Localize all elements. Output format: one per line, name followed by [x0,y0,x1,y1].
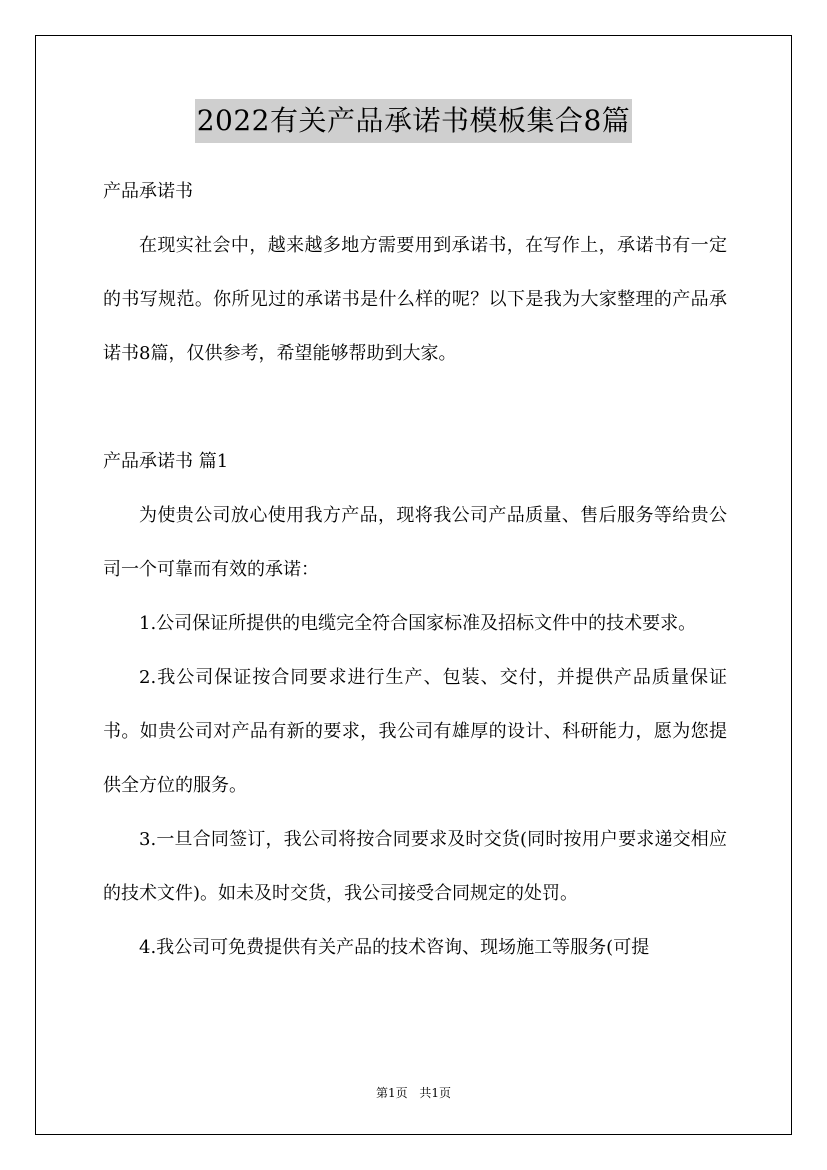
intro-paragraph: 在现实社会中，越来越多地方需要用到承诺书，在写作上，承诺书有一定的书写规范。你所见过的承诺书是什么样的呢？以下是我为大家整理的产品承诺书8篇，仅供参考，希望能够帮助到大家。 [103,235,727,364]
spacer [103,381,727,435]
page-number: 第1页 [375,1086,408,1100]
title-container [0,99,827,143]
commitment-item-3: 3.一旦合同签订，我公司将按合同要求及时交货(同时按用户要求递交相应的技术文件)。如未及时交货，我公司接受合同规定的处罚。 [103,829,727,904]
commitment-item-1: 1.公司保证所提供的电缆完全符合国家标准及招标文件中的技术要求。 [139,613,697,634]
page-total: 共1页 [419,1086,452,1100]
document-title: 2022有关产品承诺书模板集合8篇 [195,99,633,143]
section-heading: 产品承诺书 [103,181,193,202]
document-body [103,165,727,975]
commitment-item-4: 4.我公司可免费提供有关产品的技术咨询、现场施工等服务(可提 [139,937,650,958]
commitment-item-2: 2.我公司保证按合同要求进行生产、包装、交付，并提供产品质量保证书。如贵公司对产品有新的要求，我公司有雄厚的设计、科研能力，愿为您提供全方位的服务。 [103,667,727,796]
page-footer [0,1084,827,1101]
section-heading-1: 产品承诺书 篇1 [103,451,229,472]
body-paragraph: 为使贵公司放心使用我方产品，现将我公司产品质量、售后服务等给贵公司一个可靠而有效的承诺： [103,505,727,580]
